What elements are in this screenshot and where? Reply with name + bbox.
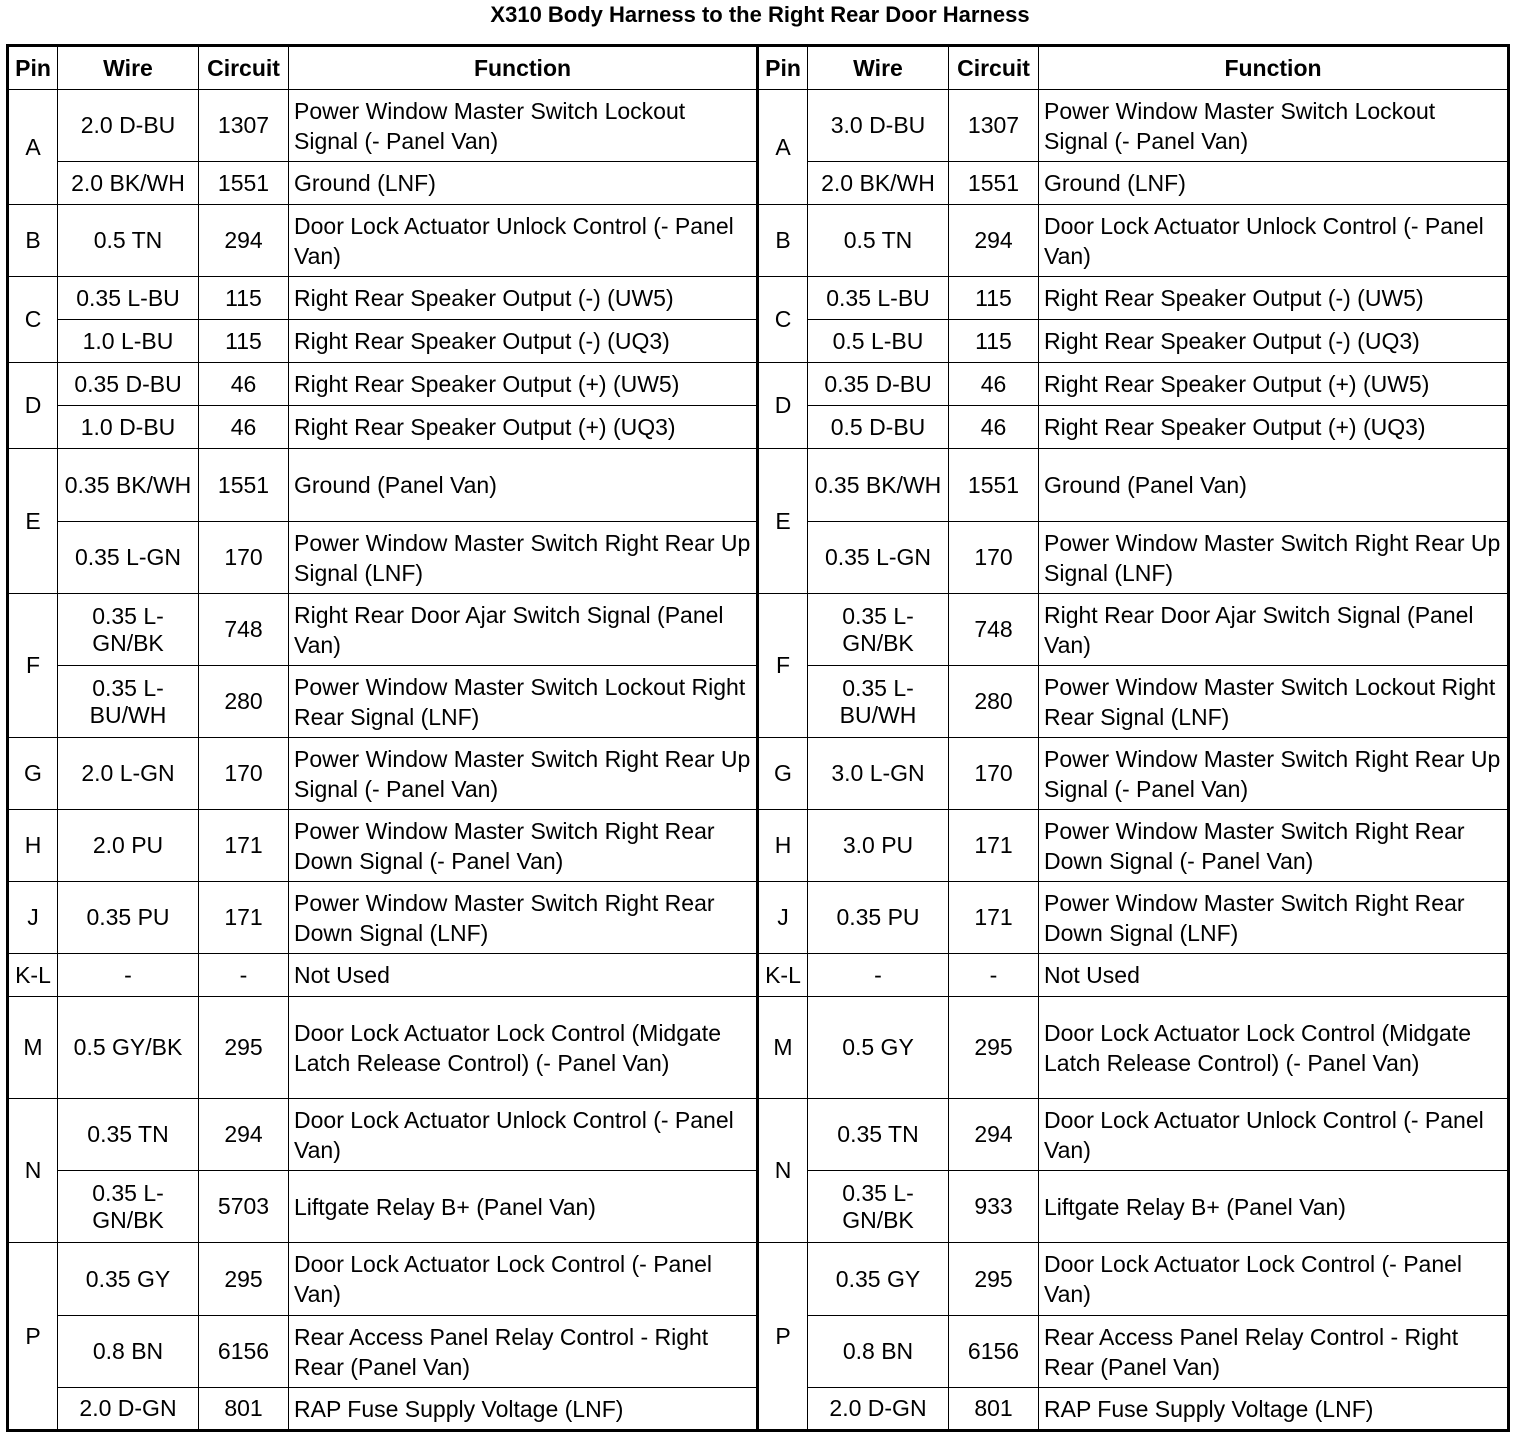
- table-row: [8, 1243, 1509, 1316]
- function-cell: Ground (LNF): [1039, 162, 1509, 205]
- function-cell: Not Used: [289, 954, 758, 997]
- circuit-cell: 115: [199, 320, 289, 363]
- header-circuit: Circuit: [199, 46, 289, 90]
- table-row: [8, 90, 1509, 162]
- function-cell: Right Rear Speaker Output (+) (UQ3): [289, 406, 758, 449]
- pin-cell: E: [758, 449, 808, 594]
- wire-cell: 0.35 PU: [58, 882, 199, 954]
- circuit-cell: 171: [199, 882, 289, 954]
- wire-cell: 1.0 D-BU: [58, 406, 199, 449]
- function-cell: Power Window Master Switch Lockout Signal (- Panel Van): [1039, 90, 1509, 162]
- wire-cell: 0.5 L-BU: [808, 320, 949, 363]
- header-wire: Wire: [808, 46, 949, 90]
- circuit-cell: 115: [199, 277, 289, 320]
- circuit-cell: 294: [199, 1099, 289, 1171]
- circuit-cell: -: [199, 954, 289, 997]
- circuit-cell: 1307: [949, 90, 1039, 162]
- circuit-cell: 1551: [949, 449, 1039, 522]
- circuit-cell: 295: [949, 1243, 1039, 1316]
- page-title: X310 Body Harness to the Right Rear Door Harness: [490, 2, 1030, 27]
- pin-cell: M: [8, 997, 58, 1099]
- wire-cell: 0.35 D-BU: [808, 363, 949, 406]
- function-cell: Liftgate Relay B+ (Panel Van): [289, 1171, 758, 1243]
- circuit-cell: 748: [199, 594, 289, 666]
- pin-cell: B: [758, 205, 808, 277]
- function-cell: Power Window Master Switch Lockout Right Rear Signal (LNF): [1039, 666, 1509, 738]
- wire-cell: 0.35 L-GN: [58, 522, 199, 594]
- header-function: Function: [289, 46, 758, 90]
- wire-cell: 0.5 TN: [808, 205, 949, 277]
- wire-cell: 0.35 GY: [808, 1243, 949, 1316]
- circuit-cell: 295: [199, 1243, 289, 1316]
- circuit-cell: 280: [949, 666, 1039, 738]
- pin-cell: J: [8, 882, 58, 954]
- circuit-cell: 1551: [949, 162, 1039, 205]
- wire-cell: 0.35 GY: [58, 1243, 199, 1316]
- wire-cell: 0.35 L-BU/WH: [808, 666, 949, 738]
- pin-cell: D: [758, 363, 808, 449]
- pin-cell: P: [758, 1243, 808, 1431]
- wire-cell: 0.35 L-BU: [808, 277, 949, 320]
- function-cell: Door Lock Actuator Lock Control (Midgate Latch Release Control) (- Panel Van): [289, 997, 758, 1099]
- function-cell: Power Window Master Switch Lockout Right Rear Signal (LNF): [289, 666, 758, 738]
- circuit-cell: 6156: [199, 1316, 289, 1388]
- circuit-cell: 46: [199, 363, 289, 406]
- table-row: [8, 1099, 1509, 1171]
- circuit-cell: 295: [199, 997, 289, 1099]
- wire-cell: 0.8 BN: [58, 1316, 199, 1388]
- header-function: Function: [1039, 46, 1509, 90]
- function-cell: Power Window Master Switch Right Rear Down Signal (LNF): [289, 882, 758, 954]
- pin-cell: H: [8, 810, 58, 882]
- pin-cell: K-L: [758, 954, 808, 997]
- wire-cell: 2.0 D-GN: [58, 1388, 199, 1431]
- circuit-cell: 294: [949, 1099, 1039, 1171]
- circuit-cell: 748: [949, 594, 1039, 666]
- wire-cell: 2.0 PU: [58, 810, 199, 882]
- wire-cell: 0.5 TN: [58, 205, 199, 277]
- wire-cell: 0.35 L-BU/WH: [58, 666, 199, 738]
- function-cell: Right Rear Speaker Output (+) (UQ3): [1039, 406, 1509, 449]
- table-row: [8, 997, 1509, 1099]
- function-cell: Ground (Panel Van): [289, 449, 758, 522]
- function-cell: Power Window Master Switch Right Rear Up Signal (LNF): [1039, 522, 1509, 594]
- wire-cell: 0.35 L-GN/BK: [58, 1171, 199, 1243]
- wire-cell: 3.0 L-GN: [808, 738, 949, 810]
- circuit-cell: 170: [949, 522, 1039, 594]
- circuit-cell: 170: [199, 522, 289, 594]
- wire-cell: 0.5 GY: [808, 997, 949, 1099]
- wire-cell: 3.0 PU: [808, 810, 949, 882]
- function-cell: Right Rear Speaker Output (-) (UW5): [1039, 277, 1509, 320]
- function-cell: Rear Access Panel Relay Control - Right Rear (Panel Van): [1039, 1316, 1509, 1388]
- circuit-cell: 171: [949, 882, 1039, 954]
- circuit-cell: 1551: [199, 449, 289, 522]
- wire-cell: 0.35 TN: [58, 1099, 199, 1171]
- circuit-cell: 170: [949, 738, 1039, 810]
- function-cell: Right Rear Speaker Output (-) (UQ3): [1039, 320, 1509, 363]
- table-row: [8, 954, 1509, 997]
- pin-cell: H: [758, 810, 808, 882]
- header-circuit: Circuit: [949, 46, 1039, 90]
- function-cell: Door Lock Actuator Unlock Control (- Panel Van): [289, 1099, 758, 1171]
- pin-cell: A: [8, 90, 58, 205]
- pin-cell: M: [758, 997, 808, 1099]
- pin-cell: P: [8, 1243, 58, 1431]
- circuit-cell: 294: [199, 205, 289, 277]
- circuit-cell: 6156: [949, 1316, 1039, 1388]
- function-cell: Power Window Master Switch Right Rear Up Signal (- Panel Van): [289, 738, 758, 810]
- function-cell: Door Lock Actuator Lock Control (- Panel Van): [289, 1243, 758, 1316]
- function-cell: Power Window Master Switch Right Rear Down Signal (LNF): [1039, 882, 1509, 954]
- function-cell: Power Window Master Switch Right Rear Up Signal (LNF): [289, 522, 758, 594]
- wire-cell: 0.35 L-GN/BK: [808, 594, 949, 666]
- wire-cell: 0.35 L-GN/BK: [808, 1171, 949, 1243]
- table-row: [8, 738, 1509, 810]
- pin-cell: F: [8, 594, 58, 738]
- wire-cell: 0.35 D-BU: [58, 363, 199, 406]
- header-wire: Wire: [58, 46, 199, 90]
- circuit-cell: 171: [199, 810, 289, 882]
- wire-cell: -: [808, 954, 949, 997]
- wire-cell: 0.5 D-BU: [808, 406, 949, 449]
- pin-table: [6, 44, 1510, 1432]
- wire-cell: 0.35 L-GN/BK: [58, 594, 199, 666]
- function-cell: RAP Fuse Supply Voltage (LNF): [289, 1388, 758, 1431]
- table-row: [8, 277, 1509, 320]
- wire-cell: 0.5 GY/BK: [58, 997, 199, 1099]
- circuit-cell: 294: [949, 205, 1039, 277]
- wire-cell: 0.8 BN: [808, 1316, 949, 1388]
- wire-cell: 2.0 BK/WH: [808, 162, 949, 205]
- wire-cell: 0.35 L-BU: [58, 277, 199, 320]
- pin-cell: B: [8, 205, 58, 277]
- function-cell: Right Rear Speaker Output (-) (UQ3): [289, 320, 758, 363]
- pin-cell: N: [758, 1099, 808, 1243]
- pin-cell: K-L: [8, 954, 58, 997]
- circuit-cell: 801: [949, 1388, 1039, 1431]
- table-row: [8, 882, 1509, 954]
- wire-cell: 0.35 BK/WH: [58, 449, 199, 522]
- wire-cell: 1.0 L-BU: [58, 320, 199, 363]
- table-row: [8, 449, 1509, 522]
- function-cell: Power Window Master Switch Lockout Signal (- Panel Van): [289, 90, 758, 162]
- pin-cell: C: [758, 277, 808, 363]
- pin-table-body: [8, 90, 1509, 1431]
- circuit-cell: 46: [949, 363, 1039, 406]
- function-cell: Power Window Master Switch Right Rear Up Signal (- Panel Van): [1039, 738, 1509, 810]
- function-cell: Not Used: [1039, 954, 1509, 997]
- header-pin: Pin: [8, 46, 58, 90]
- pin-cell: G: [758, 738, 808, 810]
- function-cell: Door Lock Actuator Unlock Control (- Panel Van): [1039, 205, 1509, 277]
- wire-cell: 2.0 D-GN: [808, 1388, 949, 1431]
- wire-cell: 0.35 L-GN: [808, 522, 949, 594]
- function-cell: Right Rear Speaker Output (+) (UW5): [1039, 363, 1509, 406]
- function-cell: Right Rear Door Ajar Switch Signal (Panel Van): [289, 594, 758, 666]
- pin-cell: E: [8, 449, 58, 594]
- wire-cell: -: [58, 954, 199, 997]
- circuit-cell: 1307: [199, 90, 289, 162]
- function-cell: Door Lock Actuator Unlock Control (- Panel Van): [289, 205, 758, 277]
- circuit-cell: 115: [949, 277, 1039, 320]
- function-cell: Ground (LNF): [289, 162, 758, 205]
- table-row: [8, 810, 1509, 882]
- pin-cell: F: [758, 594, 808, 738]
- function-cell: Liftgate Relay B+ (Panel Van): [1039, 1171, 1509, 1243]
- circuit-cell: 801: [199, 1388, 289, 1431]
- wire-cell: 0.35 TN: [808, 1099, 949, 1171]
- pin-cell: A: [758, 90, 808, 205]
- circuit-cell: 170: [199, 738, 289, 810]
- circuit-cell: 280: [199, 666, 289, 738]
- function-cell: Right Rear Door Ajar Switch Signal (Panel Van): [1039, 594, 1509, 666]
- wire-cell: 2.0 D-BU: [58, 90, 199, 162]
- circuit-cell: 46: [949, 406, 1039, 449]
- pin-cell: D: [8, 363, 58, 449]
- function-cell: Rear Access Panel Relay Control - Right Rear (Panel Van): [289, 1316, 758, 1388]
- function-cell: Ground (Panel Van): [1039, 449, 1509, 522]
- pin-cell: C: [8, 277, 58, 363]
- function-cell: Door Lock Actuator Lock Control (Midgate Latch Release Control) (- Panel Van): [1039, 997, 1509, 1099]
- pin-cell: G: [8, 738, 58, 810]
- wire-cell: 0.35 PU: [808, 882, 949, 954]
- circuit-cell: 295: [949, 997, 1039, 1099]
- circuit-cell: 171: [949, 810, 1039, 882]
- function-cell: RAP Fuse Supply Voltage (LNF): [1039, 1388, 1509, 1431]
- function-cell: Right Rear Speaker Output (-) (UW5): [289, 277, 758, 320]
- circuit-cell: 115: [949, 320, 1039, 363]
- pin-cell: J: [758, 882, 808, 954]
- circuit-cell: 46: [199, 406, 289, 449]
- circuit-cell: -: [949, 954, 1039, 997]
- wire-cell: 3.0 D-BU: [808, 90, 949, 162]
- table-row: [8, 363, 1509, 406]
- function-cell: Door Lock Actuator Lock Control (- Panel Van): [1039, 1243, 1509, 1316]
- circuit-cell: 933: [949, 1171, 1039, 1243]
- wire-cell: 2.0 BK/WH: [58, 162, 199, 205]
- pin-cell: N: [8, 1099, 58, 1243]
- table-row: [8, 205, 1509, 277]
- wire-cell: 2.0 L-GN: [58, 738, 199, 810]
- function-cell: Right Rear Speaker Output (+) (UW5): [289, 363, 758, 406]
- circuit-cell: 5703: [199, 1171, 289, 1243]
- function-cell: Power Window Master Switch Right Rear Down Signal (- Panel Van): [289, 810, 758, 882]
- header-pin: Pin: [758, 46, 808, 90]
- function-cell: Power Window Master Switch Right Rear Down Signal (- Panel Van): [1039, 810, 1509, 882]
- wire-cell: 0.35 BK/WH: [808, 449, 949, 522]
- table-row: [8, 594, 1509, 666]
- circuit-cell: 1551: [199, 162, 289, 205]
- header-row: [8, 46, 1509, 90]
- function-cell: Door Lock Actuator Unlock Control (- Panel Van): [1039, 1099, 1509, 1171]
